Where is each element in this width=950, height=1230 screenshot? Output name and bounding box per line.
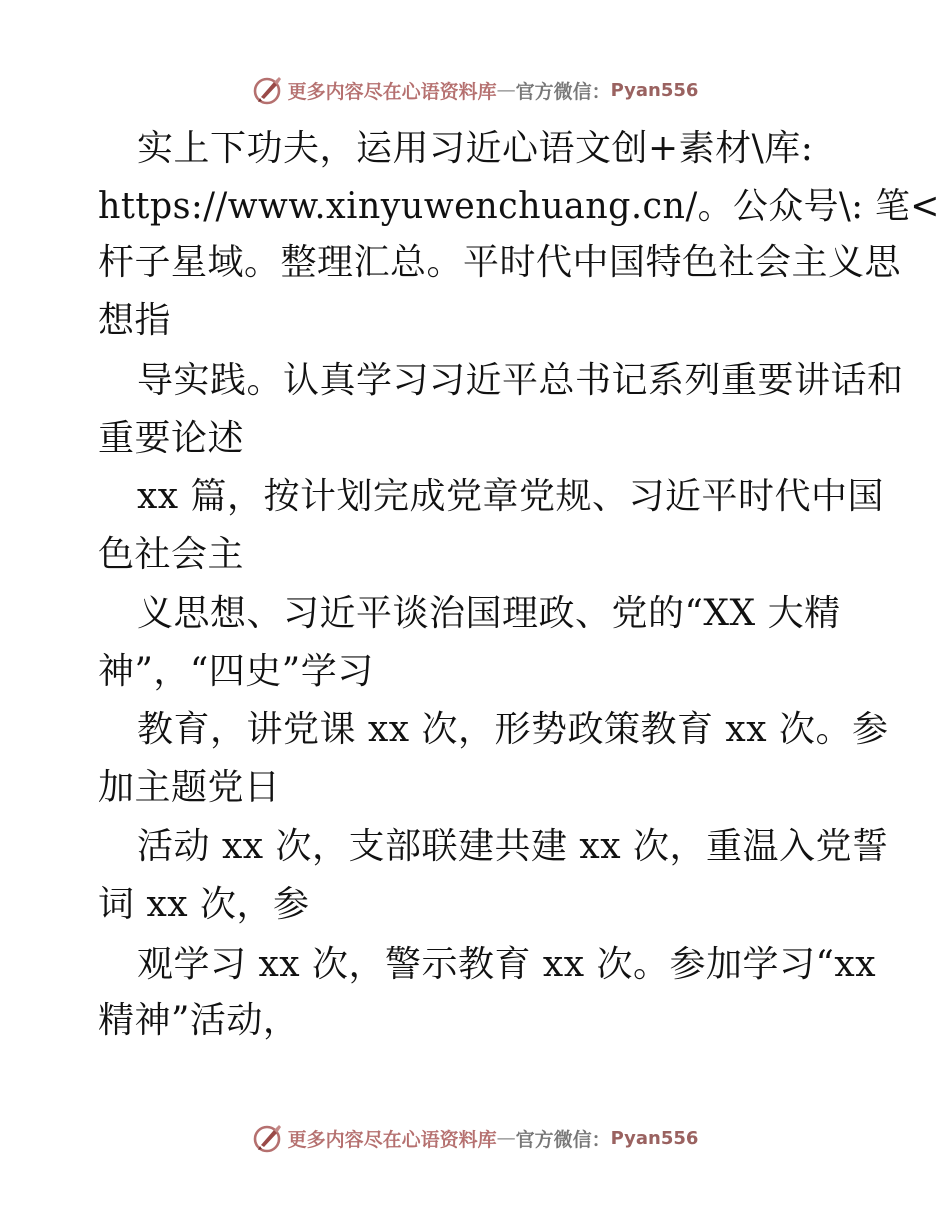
header-dash: — (496, 79, 516, 101)
body-line-11: 教育，讲党课 xx 次，形势政策教育 xx 次。参 (137, 709, 889, 750)
header-banner (0, 70, 950, 110)
body-line-9: 义思想、习近平谈治国理政、党的“XX 大精 (137, 593, 841, 634)
footer-lead-text: 更多内容尽在心语资料库 (287, 1128, 497, 1151)
header-lead-text: 更多内容尽在心语资料库 (287, 80, 497, 103)
header-wechat-id: Pyan556 (610, 79, 699, 101)
body-line-6: 重要论述 (98, 418, 245, 459)
body-line-16: 精神”活动， (98, 1000, 300, 1041)
body-line-10: 神”，“四史”学习 (98, 651, 374, 692)
brush-logo-icon (252, 1122, 284, 1154)
body-line-15: 观学习 xx 次，警示教育 xx 次。参加学习“xx (137, 944, 876, 985)
body-line-1: 实上下功夫，运用习近心语文创+素材\库: (137, 128, 814, 169)
footer-wechat-id: Pyan556 (610, 1127, 699, 1149)
footer-official-label: 官方微信： (515, 1128, 611, 1151)
body-line-5: 导实践。认真学习习近平总书记系列重要讲话和 (137, 360, 904, 401)
body-line-13: 活动 xx 次，支部联建共建 xx 次，重温入党誓 (137, 826, 889, 867)
body-line-7: xx 篇，按计划完成党章党规、习近平时代中国 (137, 476, 885, 517)
brush-logo-icon (252, 74, 284, 106)
body-line-8: 色社会主 (98, 534, 245, 575)
footer-dash: — (496, 1127, 516, 1149)
body-line-2: https://www.xinyuwenchuang.cn/。公众号\: 笔< (98, 186, 940, 227)
body-line-12: 加主题党日 (98, 767, 281, 808)
body-line-3: 杆子星域。整理汇总。平时代中国特色社会主义思 (98, 242, 902, 283)
footer-banner (0, 1118, 950, 1158)
body-line-4: 想指 (98, 300, 172, 341)
body-line-14: 词 xx 次，参 (98, 884, 310, 925)
header-official-label: 官方微信： (515, 80, 611, 103)
